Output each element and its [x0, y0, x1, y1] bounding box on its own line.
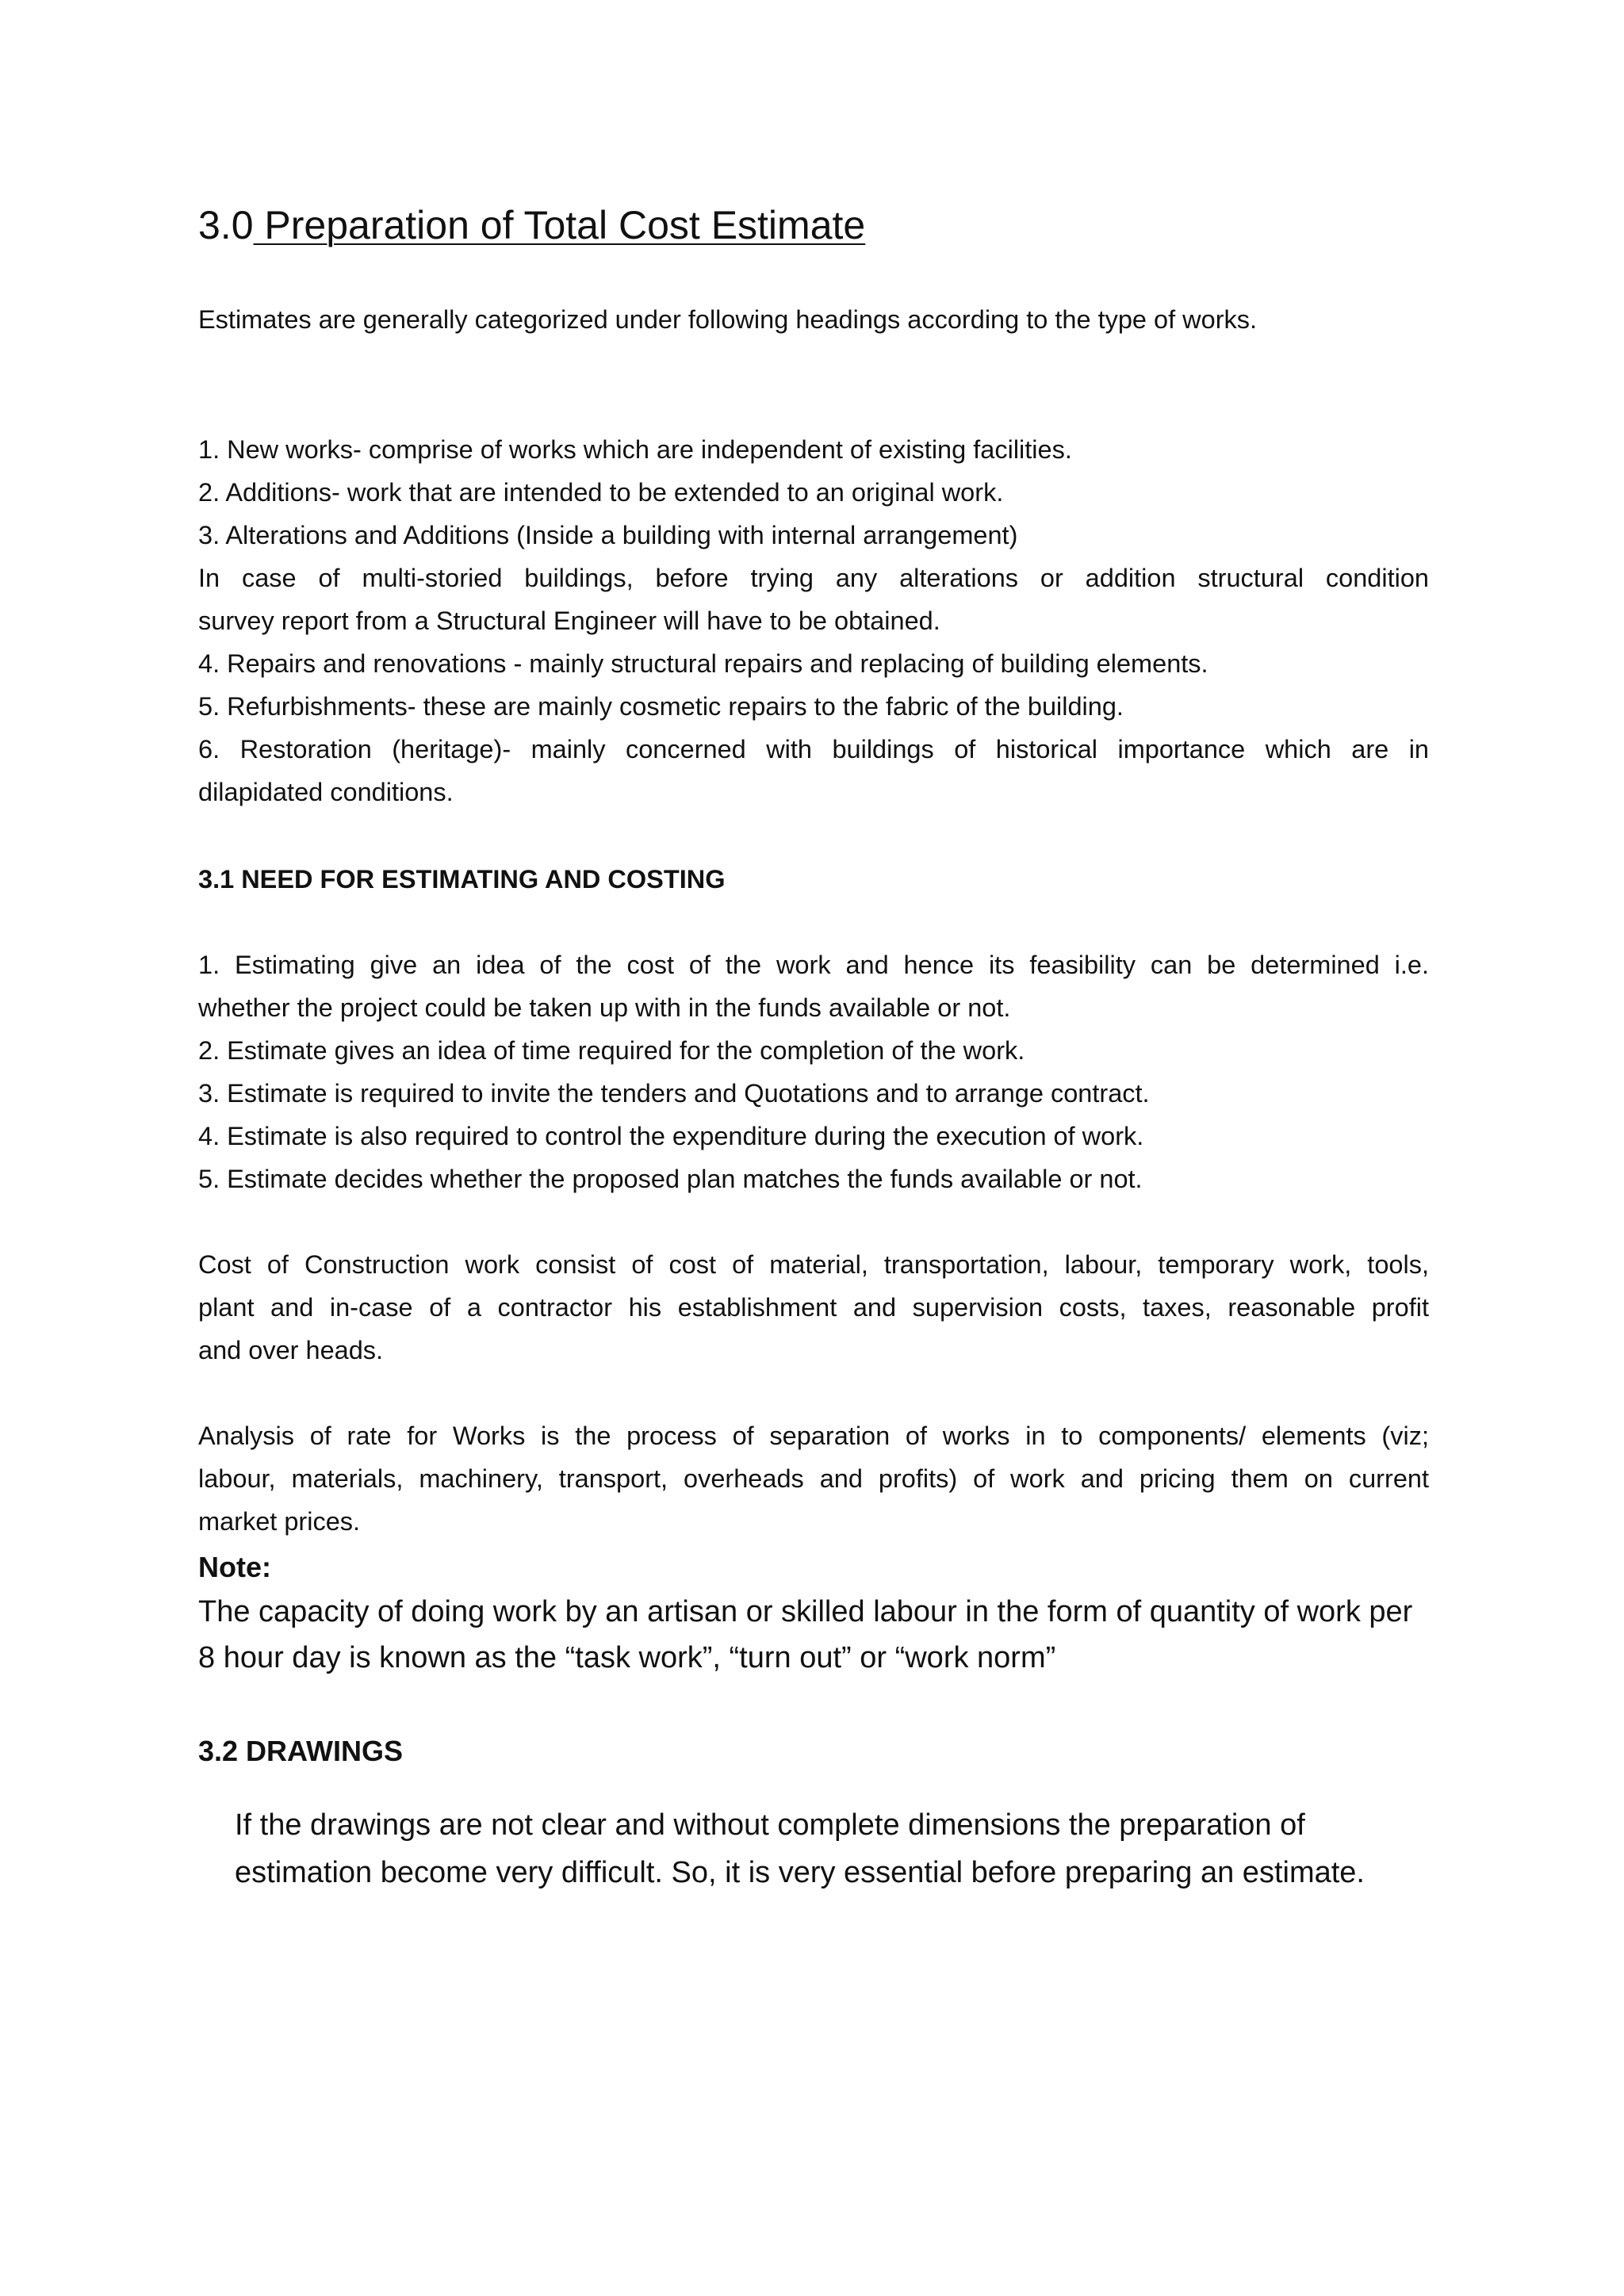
- paragraph-line: plant and in-case of a contractor his establishment and supervision costs, taxes, reasonable profit: [198, 1293, 1429, 1322]
- need-for-estimating-list: [198, 943, 1429, 1200]
- list-item: 4. Repairs and renovations - mainly structural repairs and replacing of building elements.: [198, 649, 1208, 678]
- paragraph-line: labour, materials, machinery, transport, overheads and profits) of work and pricing them on current: [198, 1464, 1429, 1493]
- cost-of-construction-paragraph: [198, 1243, 1429, 1372]
- list-item: 2. Estimate gives an idea of time required for the completion of the work.: [198, 1036, 1025, 1065]
- intro-paragraph: Estimates are generally categorized under following headings according to the type of works.: [198, 305, 1258, 334]
- list-item: 4. Estimate is also required to control the expenditure during the execution of work.: [198, 1122, 1144, 1150]
- paragraph-line: market prices.: [198, 1507, 361, 1536]
- note-label: Note:: [198, 1551, 271, 1583]
- paragraph-line: Analysis of rate for Works is the process of separation of works in to components/ elements (viz;: [198, 1422, 1429, 1450]
- title-number: 3.0: [198, 203, 254, 247]
- note-line: The capacity of doing work by an artisan or skilled labour in the form of quantity of work per: [198, 1595, 1413, 1628]
- paragraph-line: Cost of Construction work consist of cost of material, transportation, labour, temporary work, tools,: [198, 1250, 1429, 1279]
- paragraph-line: estimation become very difficult. So, it is very essential before preparing an estimate.: [235, 1856, 1365, 1889]
- paragraph-line: and over heads.: [198, 1336, 384, 1364]
- list-item: 6. Restoration (heritage)- mainly concerned with buildings of historical importance which are in: [198, 735, 1429, 763]
- list-item: 5. Estimate decides whether the proposed plan matches the funds available or not.: [198, 1165, 1143, 1193]
- note-text: [198, 1589, 1429, 1681]
- list-item: 1. New works- comprise of works which are independent of existing facilities.: [198, 435, 1072, 464]
- list-item: 2. Additions- work that are intended to be extended to an original work.: [198, 478, 1004, 507]
- list-item: 5. Refurbishments- these are mainly cosmetic repairs to the fabric of the building.: [198, 692, 1124, 721]
- drawings-paragraph: [235, 1801, 1408, 1896]
- paragraph-line: If the drawings are not clear and without complete dimensions the preparation of: [235, 1808, 1305, 1842]
- estimate-types-list: [198, 428, 1429, 813]
- note-line: 8 hour day is known as the “task work”, “turn out” or “work norm”: [198, 1641, 1056, 1674]
- title-text: Preparation of Total Cost Estimate: [253, 203, 866, 247]
- list-item: 1. Estimating give an idea of the cost of the work and hence its feasibility can be determined i.e.: [198, 951, 1429, 979]
- list-item-note: survey report from a Structural Engineer will have to be obtained.: [198, 607, 940, 635]
- analysis-of-rate-paragraph: [198, 1414, 1429, 1543]
- list-item: 3. Alterations and Additions (Inside a building with internal arrangement): [198, 521, 1018, 549]
- page-title: [198, 197, 865, 254]
- list-item-continuation: whether the project could be taken up with in the funds available or not.: [198, 993, 1011, 1022]
- list-item: 3. Estimate is required to invite the tenders and Quotations and to arrange contract.: [198, 1079, 1150, 1108]
- section-heading-3-2: 3.2 DRAWINGS: [198, 1735, 404, 1767]
- list-item-continuation: dilapidated conditions.: [198, 778, 454, 806]
- list-item-note: In case of multi-storied buildings, before trying any alterations or addition structural condition: [198, 564, 1429, 592]
- section-heading-3-1: 3.1 NEED FOR ESTIMATING AND COSTING: [198, 865, 726, 894]
